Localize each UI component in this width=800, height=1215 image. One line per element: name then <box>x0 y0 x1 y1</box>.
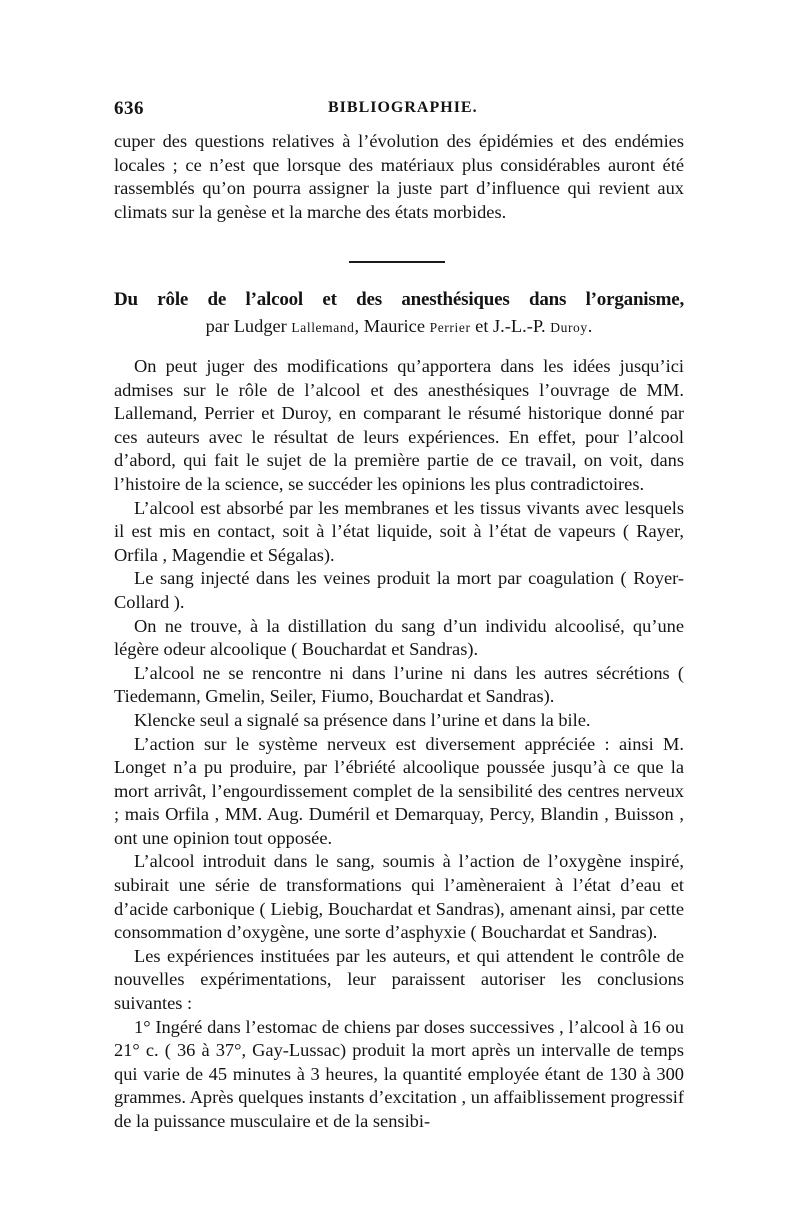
running-head <box>114 98 684 122</box>
authors-separator-2: et J.-L.-P. <box>475 316 546 336</box>
body-paragraph: Le sang injecté dans les veines produit la mort par coagulation ( Royer-Collard ). <box>114 568 684 612</box>
body-paragraph: Klencke seul a signalé sa présence dans l’urine et dans la bile. <box>134 709 591 730</box>
body-paragraph: On ne trouve, à la distillation du sang d’un individu alcoolisé, qu’une légère odeur alcoolique ( Bouchardat et Sandras). <box>114 615 684 660</box>
body-paragraph: L’alcool introduit dans le sang, soumis à l’action de l’oxygène inspiré, subirait une série de transformations qui l’amèneraient à l’état d’eau et d’acide carbonique ( Liebig, Bouchardat et Sandras), amenant ainsi, par cette consommation d’oxygène, une sorte d’asphyxie ( Bouchardat et Sandras). <box>114 851 684 943</box>
section-divider <box>349 261 445 263</box>
author-perrier: Perrier <box>429 320 471 335</box>
body-paragraph: Les expériences instituées par les auteurs, et qui attendent le contrôle de nouvelles expérimentations, leur paraissent autoriser les conclusions suivantes : <box>114 945 684 1014</box>
running-title: BIBLIOGRAPHIE. <box>328 99 478 116</box>
article-title: Du rôle de l’alcool et des anesthésiques dans l’organisme, <box>114 289 684 310</box>
intro-paragraph: cuper des questions relatives à l’évolution des épidémies et des endémies locales ; ce n’est que lorsque des matériaux plus considérables auront été rassemblés qu’on pourra assigner la juste part d’influence qui revient aux climats sur la genèse et la marche des états morbides. <box>114 131 684 222</box>
body-paragraph: L’alcool ne se rencontre ni dans l’urine ni dans les autres sécrétions ( Tiedemann, Gmelin, Seiler, Fiumo, Bouchardat et Sandras). <box>114 662 684 707</box>
authors-end: . <box>587 316 593 336</box>
intro-paragraph-block <box>114 130 684 224</box>
body-paragraph: On peut juger des modifications qu’apportera dans les idées jusqu’ici admises sur le rôle de l’alcool et des anesthésiques l’ouvrage de MM. Lallemand, Perrier et Duroy, en comparant le résumé historique donné par ces auteurs avec le résultat de leurs expériences. En effet, pour l’alcool d’abord, qui fait le sujet de la première partie de ce travail, on voit, dans l’histoire de la science, se succéder les opinions les plus contradictoires. <box>114 356 684 494</box>
body-paragraph: L’action sur le système nerveux est diversement appréciée : ainsi M. Longet n’a pu produire, par l’ébriété alcoolique poussée jusqu’à ce que la mort arrivât, l’engourdissement complet de la sensibilité des centres nerveux ; mais Orfila , MM. Aug. Duméril et Demarquay, Percy, Blandin , Buisson , ont une opinion tout opposée. <box>114 733 684 848</box>
author-lallemand: Lallemand <box>291 320 355 335</box>
author-duroy: Duroy <box>550 320 588 335</box>
body-paragraph: L’alcool est absorbé par les membranes et les tissus vivants avec lesquels il est mis en contact, soit à l’état liquide, soit à l’état de vapeurs ( Rayer, Orfila , Magendie et Ségalas). <box>114 497 684 565</box>
body-paragraph: 1° Ingéré dans l’estomac de chiens par doses successives , l’alcool à 16 ou 21° c. ( 36 à 37°, Gay-Lussac) produit la mort après un intervalle de temps qui varie de 45 minutes à 3 heures, la quantité employée étant de 130 à 300 grammes. Après quelques instants d’excitation , un affaiblissement progressif de la puissance musculaire et de la sensibi- <box>114 1016 684 1131</box>
article-body <box>114 355 684 1134</box>
page-number: 636 <box>114 98 144 119</box>
authors-prefix: par Ludger <box>205 316 287 336</box>
article-authors <box>114 313 684 341</box>
authors-separator-1: , Maurice <box>354 316 425 336</box>
